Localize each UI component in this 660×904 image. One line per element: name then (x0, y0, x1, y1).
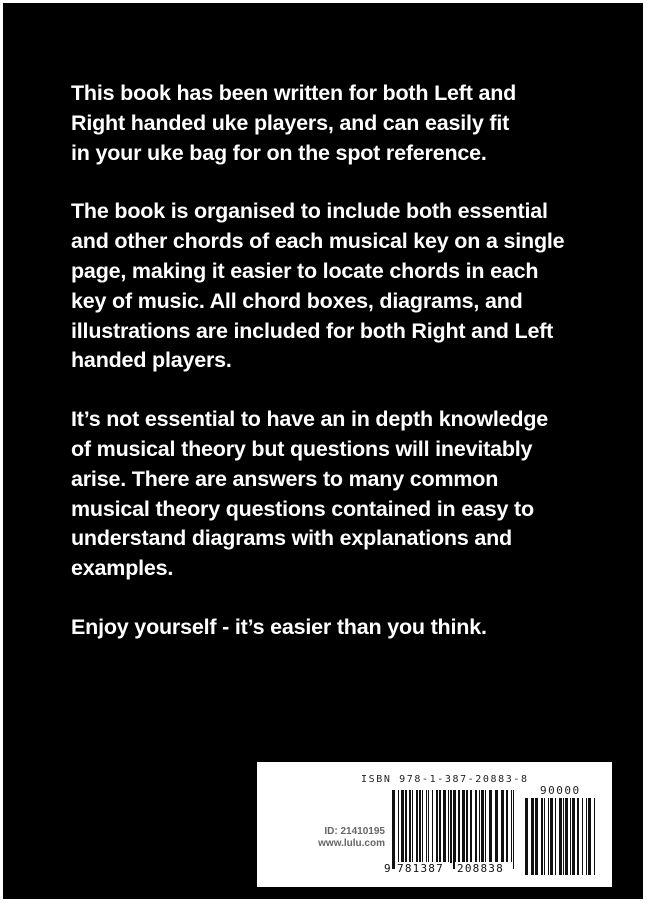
barcode-digits-right: 208838 (457, 862, 504, 875)
barcode-bar (439, 790, 441, 863)
barcode-bar (458, 790, 460, 863)
barcode-bar (453, 790, 456, 869)
barcode-bar (495, 790, 498, 863)
barcode-bar (577, 798, 579, 875)
barcode-bar (559, 798, 562, 875)
blurb-paragraph-2: The book is organised to include both essential and other chords of each musical key on a single page, making it easier to locate chords in each key of music. All chord boxes, diagrams, and illustrations are included for both Right and Left handed players. (71, 199, 565, 373)
barcode-bar (450, 790, 452, 863)
barcode-bar (481, 790, 484, 863)
barcode-bar (426, 790, 427, 863)
barcode-bar (485, 790, 486, 863)
barcode-bar (401, 790, 404, 863)
barcode-bar (398, 790, 399, 869)
publisher-id: ID: 21410195 (324, 826, 385, 837)
barcode-bar (422, 790, 423, 863)
barcode-bar (409, 790, 411, 863)
barcode-bar (489, 790, 492, 863)
barcode-bar (565, 798, 568, 875)
barcode-bar (588, 798, 591, 875)
blurb-text (71, 79, 631, 672)
barcode-bar (475, 790, 477, 863)
barcode-bar (443, 790, 446, 863)
barcode-bar (594, 798, 595, 875)
barcode-bar (555, 798, 556, 875)
isbn-label: ISBN 978-1-387-20883-8 (361, 774, 529, 785)
barcode-bar (405, 790, 407, 863)
blurb-paragraph-3: It’s not essential to have an in depth knowledge of musical theory but questions will inevitably arise. There are answers to many common musical theory questions contained in easy to understand diagrams with explanations and examples. (71, 407, 549, 581)
barcode-digits-left: 781387 (397, 862, 444, 875)
barcode-bar (563, 798, 564, 875)
barcode-bar (506, 790, 508, 863)
barcode-bar (572, 798, 575, 875)
barcode-bar (436, 790, 438, 863)
blurb-paragraph-1: This book has been written for both Left and Right handed uke players, and can easily fit in your uke bag for on the spot reference. (71, 81, 517, 165)
barcode-bar (419, 790, 421, 863)
barcode-bar (462, 790, 465, 863)
barcode-bar (470, 790, 472, 863)
price-code: 90000 (540, 784, 581, 797)
barcode-bar (428, 790, 429, 863)
barcode-bar (531, 798, 534, 875)
isbn-barcode-icon (392, 790, 514, 869)
barcode-bar (550, 798, 553, 875)
barcode-bar (448, 790, 449, 863)
barcode-bar (582, 798, 583, 875)
publisher-site: www.lulu.com (318, 838, 385, 849)
barcode-bar (432, 790, 433, 863)
barcode-bar (541, 798, 543, 875)
price-barcode-icon (525, 798, 595, 875)
barcode-bar (511, 790, 512, 869)
blurb-paragraph-4: Enjoy yourself - it’s easier than you think. (71, 614, 487, 639)
barcode-lead-digit: 9 (384, 862, 391, 875)
barcode-bar (416, 790, 418, 863)
barcode-bar (570, 798, 571, 875)
barcode-bar (412, 790, 413, 863)
barcode-bar (548, 798, 549, 875)
barcode-bar (586, 798, 587, 875)
barcode-bar (525, 798, 528, 875)
barcode-bar (501, 790, 504, 863)
barcode-bar (392, 790, 395, 869)
barcode-bar (479, 790, 480, 863)
barcode-panel (257, 762, 612, 887)
barcode-bar (466, 790, 468, 863)
barcode-bar (513, 790, 514, 869)
barcode-bar (535, 798, 538, 875)
barcode-bar (544, 798, 545, 875)
